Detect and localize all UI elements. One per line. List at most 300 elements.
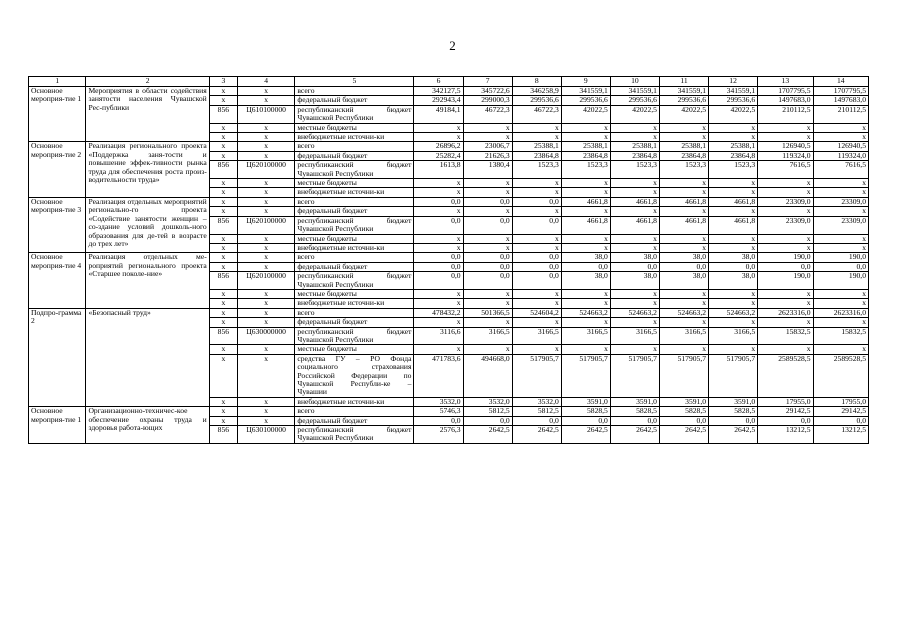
target-code: x [237, 416, 294, 425]
program-name: Реализация регионального проекта «Поддержка заня-тости и повышение эффек-тивности рынка труда для обеспечения роста произ-водительности труда» [86, 142, 209, 197]
budget-value: x [512, 299, 561, 308]
budget-value: 478432,2 [414, 308, 463, 317]
budget-value: 3116,6 [414, 327, 463, 345]
target-code: x [237, 123, 294, 132]
budget-value: 21626,3 [463, 151, 512, 160]
budget-value: 0,0 [414, 416, 463, 425]
budget-value: 2642,5 [610, 426, 659, 444]
budget-value: 17955,0 [813, 397, 869, 406]
grbs-code: x [209, 262, 237, 271]
budget-value: 7616,5 [813, 161, 869, 179]
grbs-code: x [209, 299, 237, 308]
budget-value: x [709, 345, 758, 354]
budget-value: 524604,2 [512, 308, 561, 317]
budget-value: x [758, 243, 813, 252]
header-cell: 12 [709, 77, 758, 87]
budget-value: 0,0 [813, 262, 869, 271]
target-code: x [237, 345, 294, 354]
budget-value: 3591,0 [709, 397, 758, 406]
budget-value: x [709, 188, 758, 197]
program-name: «Безопасный труд» [86, 308, 209, 406]
budget-value: x [512, 123, 561, 132]
budget-value: 2623316,0 [758, 308, 813, 317]
budget-value: x [709, 234, 758, 243]
budget-value: 46722,3 [512, 105, 561, 123]
program-label: Основное мероприя-тие 1 [29, 407, 86, 444]
header-cell: 1 [29, 77, 86, 87]
budget-value: x [813, 207, 869, 216]
budget-value: x [463, 234, 512, 243]
budget-value: 0,0 [659, 262, 708, 271]
budget-value: x [463, 207, 512, 216]
budget-value: 517905,7 [512, 354, 561, 397]
budget-value: 3166,5 [709, 327, 758, 345]
target-code: x [237, 253, 294, 262]
budget-value: 23864,8 [512, 151, 561, 160]
funding-source: федеральный бюджет [295, 207, 414, 216]
budget-value: 0,0 [512, 416, 561, 425]
budget-value: 4661,8 [610, 197, 659, 206]
budget-value: x [813, 188, 869, 197]
budget-value: 0,0 [463, 216, 512, 234]
budget-value: 524663,2 [709, 308, 758, 317]
grbs-code: x [209, 87, 237, 96]
budget-value: 3591,0 [610, 397, 659, 406]
budget-value: 38,0 [610, 253, 659, 262]
budget-value: x [659, 243, 708, 252]
budget-value: x [561, 299, 610, 308]
budget-value: 7616,5 [758, 161, 813, 179]
target-code: x [237, 188, 294, 197]
program-name: Мероприятия в области содействия занятости населения Чувашской Рес-публики [86, 87, 209, 142]
funding-source: внебюджетные источни-ки [295, 243, 414, 252]
table-row [29, 407, 869, 416]
table-row [29, 253, 869, 262]
budget-value: 2623316,0 [813, 308, 869, 317]
budget-value: 0,0 [659, 416, 708, 425]
budget-value: 0,0 [414, 216, 463, 234]
budget-value: x [813, 234, 869, 243]
budget-value: x [512, 318, 561, 327]
header-cell: 9 [561, 77, 610, 87]
header-cell: 5 [295, 77, 414, 87]
target-code: x [237, 142, 294, 151]
header-cell: 14 [813, 77, 869, 87]
budget-value: x [463, 179, 512, 188]
table-row [29, 308, 869, 317]
budget-value: 0,0 [463, 416, 512, 425]
budget-value: x [512, 188, 561, 197]
budget-value: 23864,8 [709, 151, 758, 160]
budget-value: 524663,2 [610, 308, 659, 317]
target-code: x [237, 197, 294, 206]
budget-value: 2576,3 [414, 426, 463, 444]
header-cell: 2 [86, 77, 209, 87]
grbs-code: x [209, 142, 237, 151]
budget-value: x [659, 318, 708, 327]
target-code: x [237, 262, 294, 271]
header-cell: 4 [237, 77, 294, 87]
funding-source: республиканский бюджет Чувашской Республики [295, 327, 414, 345]
grbs-code: 856 [209, 327, 237, 345]
budget-value: 0,0 [414, 197, 463, 206]
budget-value: x [758, 299, 813, 308]
budget-value: x [709, 133, 758, 142]
budget-value: x [414, 318, 463, 327]
funding-source: всего [295, 308, 414, 317]
funding-source: внебюджетные источни-ки [295, 188, 414, 197]
budget-value: 17955,0 [758, 397, 813, 406]
budget-value: 2642,5 [709, 426, 758, 444]
budget-value: 38,0 [709, 253, 758, 262]
budget-value: 38,0 [659, 272, 708, 290]
budget-value: x [512, 207, 561, 216]
header-cell: 11 [659, 77, 708, 87]
funding-source: всего [295, 253, 414, 262]
grbs-code: x [209, 253, 237, 262]
budget-value: 13212,5 [813, 426, 869, 444]
budget-value: 25282,4 [414, 151, 463, 160]
budget-value: 38,0 [659, 253, 708, 262]
budget-value: x [561, 207, 610, 216]
budget-value: 3166,5 [463, 327, 512, 345]
budget-value: 1523,3 [610, 161, 659, 179]
header-cell: 13 [758, 77, 813, 87]
funding-source: федеральный бюджет [295, 318, 414, 327]
funding-source: местные бюджеты [295, 123, 414, 132]
budget-value: 3166,5 [659, 327, 708, 345]
grbs-code: 856 [209, 161, 237, 179]
budget-value: x [610, 289, 659, 298]
budget-value: 5746,3 [414, 407, 463, 416]
grbs-code: x [209, 151, 237, 160]
budget-value: 341559,1 [561, 87, 610, 96]
page-number: 2 [449, 38, 456, 53]
budget-value: x [659, 179, 708, 188]
budget-value: x [561, 188, 610, 197]
grbs-code: x [209, 188, 237, 197]
budget-value: x [709, 318, 758, 327]
budget-value: x [463, 299, 512, 308]
budget-value: x [758, 345, 813, 354]
table-row [29, 142, 869, 151]
program-label: Основное мероприя-тие 3 [29, 197, 86, 252]
budget-value: 292943,4 [414, 96, 463, 105]
budget-value: 1523,3 [709, 161, 758, 179]
target-code: x [237, 179, 294, 188]
header-cell: 6 [414, 77, 463, 87]
program-name: Организационно-техничес-кое обеспечение охраны труда и здоровья работа-ющих [86, 407, 209, 444]
budget-value: 2642,5 [659, 426, 708, 444]
budget-value: 3532,0 [463, 397, 512, 406]
budget-value: 38,0 [561, 253, 610, 262]
budget-value: x [813, 123, 869, 132]
grbs-code: x [209, 308, 237, 317]
budget-value: 341559,1 [659, 87, 708, 96]
budget-value: x [813, 318, 869, 327]
program-label: Подпро-грамма 2 [29, 308, 86, 406]
budget-value: x [512, 179, 561, 188]
budget-value: x [414, 299, 463, 308]
budget-value: x [758, 234, 813, 243]
grbs-code: 856 [209, 105, 237, 123]
funding-source: республиканский бюджет Чувашской Республики [295, 272, 414, 290]
funding-source: внебюджетные источни-ки [295, 299, 414, 308]
budget-value: 0,0 [709, 416, 758, 425]
budget-value: 38,0 [709, 272, 758, 290]
target-code: Ц620100000 [237, 272, 294, 290]
budget-value: x [659, 207, 708, 216]
target-code: x [237, 407, 294, 416]
budget-value: x [610, 123, 659, 132]
target-code: x [237, 207, 294, 216]
budget-value: 5828,5 [610, 407, 659, 416]
budget-value: x [561, 345, 610, 354]
budget-value: 42022,5 [709, 105, 758, 123]
budget-value: 38,0 [610, 272, 659, 290]
grbs-code: x [209, 96, 237, 105]
funding-source: всего [295, 87, 414, 96]
budget-value: x [659, 299, 708, 308]
budget-value: 299536,6 [512, 96, 561, 105]
budget-value: 1707795,5 [813, 87, 869, 96]
table-row [29, 197, 869, 206]
budget-value: x [758, 207, 813, 216]
budget-value: x [709, 243, 758, 252]
budget-value: 25388,1 [610, 142, 659, 151]
target-code: x [237, 318, 294, 327]
budget-value: x [659, 133, 708, 142]
budget-value: x [414, 133, 463, 142]
budget-value: x [561, 243, 610, 252]
budget-value: 13212,5 [758, 426, 813, 444]
grbs-code: x [209, 318, 237, 327]
funding-source: республиканский бюджет Чувашской Республики [295, 216, 414, 234]
budget-value: x [813, 179, 869, 188]
header-cell: 8 [512, 77, 561, 87]
budget-value: x [463, 289, 512, 298]
budget-value: 23309,0 [813, 216, 869, 234]
budget-value: 23864,8 [610, 151, 659, 160]
budget-value: 1523,3 [561, 161, 610, 179]
budget-value: 0,0 [463, 253, 512, 262]
budget-value: 38,0 [561, 272, 610, 290]
budget-value: 5828,5 [659, 407, 708, 416]
target-code: Ц610100000 [237, 105, 294, 123]
budget-value: 0,0 [463, 262, 512, 271]
budget-value: 3166,5 [512, 327, 561, 345]
budget-value: 517905,7 [561, 354, 610, 397]
funding-source: федеральный бюджет [295, 151, 414, 160]
budget-value: x [659, 188, 708, 197]
funding-source: местные бюджеты [295, 289, 414, 298]
budget-value: x [561, 123, 610, 132]
budget-value: x [512, 243, 561, 252]
budget-value: 299536,6 [610, 96, 659, 105]
budget-value: 210112,5 [813, 105, 869, 123]
budget-value: 0,0 [512, 262, 561, 271]
budget-value: 42022,5 [610, 105, 659, 123]
budget-value: 0,0 [463, 197, 512, 206]
budget-value: 5812,5 [512, 407, 561, 416]
funding-source: всего [295, 142, 414, 151]
budget-value: 4661,8 [659, 197, 708, 206]
budget-value: 190,0 [758, 253, 813, 262]
target-code: x [237, 133, 294, 142]
target-code: x [237, 397, 294, 406]
header-cell: 10 [610, 77, 659, 87]
grbs-code: x [209, 416, 237, 425]
budget-value: x [610, 133, 659, 142]
target-code: x [237, 151, 294, 160]
budget-value: x [758, 318, 813, 327]
budget-value: x [758, 188, 813, 197]
budget-value: x [610, 188, 659, 197]
budget-value: x [758, 133, 813, 142]
program-label: Основное мероприя-тие 1 [29, 87, 86, 142]
budget-value: 4661,8 [561, 216, 610, 234]
budget-value: x [659, 345, 708, 354]
budget-value: x [813, 133, 869, 142]
budget-value: x [561, 289, 610, 298]
budget-value: 517905,7 [659, 354, 708, 397]
budget-value: 0,0 [414, 253, 463, 262]
budget-value: 341559,1 [709, 87, 758, 96]
budget-value: 299000,3 [463, 96, 512, 105]
budget-value: x [414, 179, 463, 188]
budget-value: 23309,0 [758, 216, 813, 234]
budget-value: x [813, 345, 869, 354]
budget-value: 1613,8 [414, 161, 463, 179]
budget-value: x [463, 318, 512, 327]
budget-value: x [561, 234, 610, 243]
funding-source: внебюджетные источни-ки [295, 397, 414, 406]
grbs-code: x [209, 197, 237, 206]
budget-value: 23864,8 [659, 151, 708, 160]
grbs-code: x [209, 133, 237, 142]
target-code: Ц620100000 [237, 216, 294, 234]
budget-value: 4661,8 [610, 216, 659, 234]
budget-value: x [414, 345, 463, 354]
budget-value: 501366,5 [463, 308, 512, 317]
budget-value: 190,0 [758, 272, 813, 290]
budget-value: 3166,5 [610, 327, 659, 345]
budget-table [28, 76, 869, 444]
budget-value: x [463, 133, 512, 142]
target-code: x [237, 308, 294, 317]
budget-value: 341559,1 [610, 87, 659, 96]
grbs-code: x [209, 397, 237, 406]
header-cell: 7 [463, 77, 512, 87]
budget-value: 26896,2 [414, 142, 463, 151]
budget-value: 23309,0 [758, 197, 813, 206]
budget-value: x [610, 299, 659, 308]
budget-value: 4661,8 [709, 216, 758, 234]
budget-value: 25388,1 [709, 142, 758, 151]
program-name: Реализация отдельных мероприятий регионально-го проекта «Содействие занятости женщин – со-здание условий дошколь-ного образования для де-тей в возрасте до трех лет» [86, 197, 209, 252]
budget-value: 1380,4 [463, 161, 512, 179]
budget-value: 4661,8 [561, 197, 610, 206]
target-code: Ц630100000 [237, 426, 294, 444]
target-code: x [237, 87, 294, 96]
target-code: Ц630000000 [237, 327, 294, 345]
budget-value: 25388,1 [659, 142, 708, 151]
budget-value: x [610, 345, 659, 354]
funding-source: местные бюджеты [295, 234, 414, 243]
budget-value: 0,0 [414, 262, 463, 271]
grbs-code: 856 [209, 426, 237, 444]
budget-value: x [512, 289, 561, 298]
funding-source: республиканский бюджет Чувашской Республики [295, 426, 414, 444]
budget-value: 4661,8 [659, 216, 708, 234]
funding-source: всего [295, 197, 414, 206]
budget-value: 494668,0 [463, 354, 512, 397]
budget-value: 299536,6 [659, 96, 708, 105]
target-code: x [237, 243, 294, 252]
budget-value: 15832,5 [813, 327, 869, 345]
budget-value: x [659, 289, 708, 298]
budget-value: 1523,3 [512, 161, 561, 179]
budget-value: 210112,5 [758, 105, 813, 123]
budget-value: x [463, 188, 512, 197]
budget-value: x [414, 207, 463, 216]
budget-value: x [709, 289, 758, 298]
funding-source: местные бюджеты [295, 179, 414, 188]
budget-value: 119324,0 [758, 151, 813, 160]
grbs-code: x [209, 354, 237, 397]
funding-source: местные бюджеты [295, 345, 414, 354]
budget-value: x [512, 345, 561, 354]
budget-value: 0,0 [512, 216, 561, 234]
budget-value: x [463, 345, 512, 354]
budget-value: 0,0 [758, 262, 813, 271]
funding-source: внебюджетные источни-ки [295, 133, 414, 142]
budget-value: 0,0 [414, 272, 463, 290]
budget-value: 0,0 [813, 416, 869, 425]
budget-value: 3591,0 [561, 397, 610, 406]
grbs-code: 856 [209, 272, 237, 290]
budget-value: x [709, 207, 758, 216]
budget-value: x [414, 243, 463, 252]
budget-value: 3532,0 [512, 397, 561, 406]
budget-value: 29142,5 [758, 407, 813, 416]
budget-value: x [610, 234, 659, 243]
budget-value: 5812,5 [463, 407, 512, 416]
program-label: Основное мероприя-тие 2 [29, 142, 86, 197]
budget-value: 2589528,5 [813, 354, 869, 397]
funding-source: всего [295, 407, 414, 416]
budget-value: 25388,1 [561, 142, 610, 151]
budget-value: x [463, 243, 512, 252]
funding-source: федеральный бюджет [295, 416, 414, 425]
budget-value: x [512, 234, 561, 243]
budget-value: x [414, 289, 463, 298]
grbs-code: x [209, 243, 237, 252]
budget-value: 23309,0 [813, 197, 869, 206]
budget-value: x [813, 243, 869, 252]
budget-value: 15832,5 [758, 327, 813, 345]
budget-value: 5828,5 [561, 407, 610, 416]
budget-value: 471783,6 [414, 354, 463, 397]
target-code: x [237, 234, 294, 243]
budget-value: 190,0 [813, 253, 869, 262]
table-row [29, 87, 869, 96]
grbs-code: x [209, 407, 237, 416]
budget-value: 0,0 [709, 262, 758, 271]
budget-value: 29142,5 [813, 407, 869, 416]
budget-value: 517905,7 [610, 354, 659, 397]
budget-value: x [709, 179, 758, 188]
